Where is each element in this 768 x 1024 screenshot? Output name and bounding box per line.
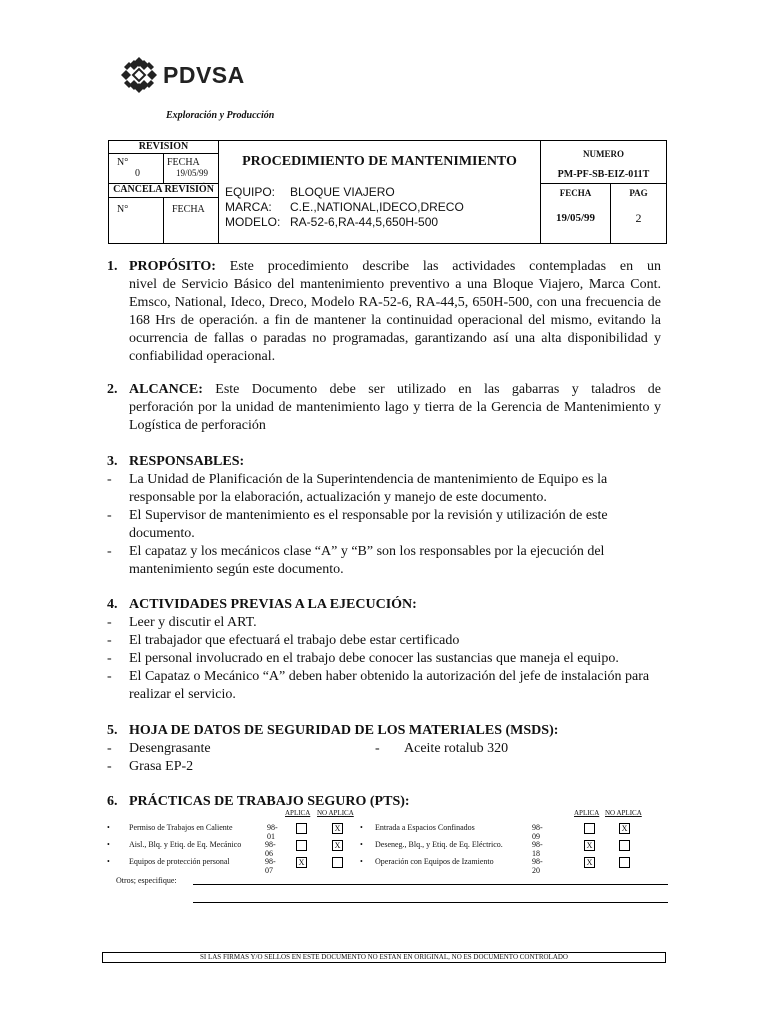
cancela-revision-label: CANCELA REVISIÓN — [109, 184, 219, 198]
pts-row-code: 98-06 — [265, 840, 276, 858]
logo-text: PDVSA — [163, 62, 245, 88]
pdvsa-logo-icon — [118, 56, 160, 94]
section-1-number: 1. — [107, 259, 118, 274]
fecha2-label: FECHA — [172, 204, 205, 215]
msds-item-text: Aceite rotalub 320 — [404, 741, 509, 756]
no-aplica-checkbox[interactable] — [619, 857, 630, 868]
numero-cell — [541, 141, 667, 184]
section-2-first-line — [129, 381, 661, 399]
section-4-bullet-text: El personal involucrado en el trabajo debe conocer las sustancias que maneja el equipo. — [129, 651, 619, 666]
pts-row-code: 98-20 — [532, 857, 543, 875]
section-4-bullet-text: Leer y discutir el ART. — [129, 615, 257, 630]
n-label: N° — [117, 157, 129, 168]
pag-label: PAG — [629, 188, 648, 198]
pts-row-code: 98-01 — [267, 823, 278, 841]
section-6-title: PRÁCTICAS DE TRABAJO SEGURO (PTS): — [129, 794, 410, 809]
pag-cell — [611, 184, 667, 244]
section-1-title: PROPÓSITO: — [129, 259, 216, 274]
procedure-title: PROCEDIMIENTO DE MANTENIMIENTO — [242, 154, 517, 169]
n-cell — [109, 154, 164, 184]
pts-row-text: Operación con Equipos de Izamiento — [375, 857, 494, 866]
marca-label: MARCA: — [225, 200, 272, 214]
fecha3-value: 19/05/99 — [555, 212, 596, 224]
equipo-label: EQUIPO: — [225, 185, 276, 199]
no-aplica-header-left: NO APLICA — [317, 809, 354, 817]
n-value: 0 — [135, 168, 140, 179]
no-aplica-header-right: NO APLICA — [605, 809, 642, 817]
section-3-bullet-text: El capataz y los mecánicos clase “A” y “B” son los responsables por la ejecución del mantenimiento según este documento. — [129, 544, 605, 577]
pts-row-text: Equipos de protección personal — [129, 857, 230, 866]
equipo-value: BLOQUE VIAJERO — [290, 185, 395, 199]
no-aplica-checkbox[interactable] — [332, 857, 343, 868]
section-5-title: HOJA DE DATOS DE SEGURIDAD DE LOS MATERIALES (MSDS): — [129, 723, 559, 738]
marca-value: C.E.,NATIONAL,IDECO,DRECO — [290, 200, 464, 214]
no-aplica-checkbox[interactable] — [619, 840, 630, 851]
aplica-checkbox[interactable] — [296, 840, 307, 851]
otros-field-line-2[interactable] — [193, 902, 668, 903]
document-info-table — [108, 140, 667, 244]
pts-row-code: 98-09 — [532, 823, 543, 841]
section-2-body: perforación por la unidad de mantenimiento lago y tierra de la Gerencia de Mantenimiento y Logística de perforación — [129, 400, 661, 433]
section-5-number: 5. — [107, 723, 118, 738]
section-1-body: nivel de Servicio Básico del mantenimiento preventivo a una Bloque Viajero, Marca Cont. Emsco, National, Ideco, Dreco, Modelo RA-52-6, RA-44,5, 650H-500, con una frecuencia de 168 Hrs de operación. a fin de mantener la continuidad operacional del mismo, evitando la ocurrencia de fallas o paradas no programadas, garantizando así una alta disponibilidad y confiabilidad operacional. — [129, 277, 661, 364]
modelo-label: MODELO: — [225, 215, 281, 229]
msds-item-text: Desengrasante — [129, 741, 211, 756]
section-3-bullet-text: La Unidad de Planificación de la Superintendencia de mantenimiento de Equipo es la responsable por la elaboración, actualización y manejo de este documento. — [129, 472, 608, 505]
section-6-number: 6. — [107, 794, 118, 809]
section-4-number: 4. — [107, 597, 118, 612]
aplica-checkbox[interactable] — [584, 823, 595, 834]
msds-item-text: Grasa EP-2 — [129, 759, 194, 774]
section-1-line1: Este procedimiento describe las actividades contempladas en un — [229, 259, 661, 274]
no-aplica-checkbox[interactable]: X — [332, 823, 343, 834]
numero-label: NUMERO — [583, 149, 624, 159]
aplica-header-right: APLICA — [574, 809, 600, 817]
fecha-value: 19/05/99 — [176, 168, 209, 178]
section-4-title: ACTIVIDADES PREVIAS A LA EJECUCIÓN: — [129, 597, 417, 612]
no-aplica-checkbox[interactable]: X — [619, 823, 630, 834]
fecha-cell — [164, 154, 219, 184]
aplica-header-left: APLICA — [285, 809, 311, 817]
section-2-number: 2. — [107, 382, 118, 397]
fecha3-label: FECHA — [559, 188, 592, 198]
revision-label: REVISION — [109, 141, 219, 154]
otros-label: Otros; especifique: — [116, 876, 177, 885]
no-aplica-checkbox[interactable]: X — [332, 840, 343, 851]
pts-row-code: 98-18 — [532, 840, 543, 858]
procedure-cell — [219, 141, 541, 244]
section-3-title: RESPONSABLES: — [129, 454, 245, 469]
section-4-bullet-text: El Capataz o Mecánico “A” deben haber obtenido la autorización del jefe de instalación para realizar el servicio. — [129, 669, 650, 702]
section-2-title: ALCANCE: — [129, 382, 203, 397]
section-3-bullet-text: El Supervisor de mantenimiento es el responsable por la revisión y utilización de este documento. — [129, 508, 608, 541]
section-2-line1: Este Documento debe ser utilizado en las gabarras y taladros de — [215, 382, 662, 397]
pts-row-code: 98-07 — [265, 857, 276, 875]
otros-field-line-1[interactable] — [193, 884, 668, 885]
subtitle: Exploración y Producción — [166, 110, 275, 121]
aplica-checkbox[interactable]: X — [296, 857, 307, 868]
pts-row-text: Permiso de Trabajos en Caliente — [129, 823, 233, 832]
pts-row-text: Aisl., Blq. y Etiq. de Eq. Mecánico — [129, 840, 242, 849]
pts-row-text: Deseneg., Blq., y Etiq. de Eq. Eléctrico. — [375, 840, 503, 849]
equipment-details — [225, 185, 464, 230]
section-3-number: 3. — [107, 454, 118, 469]
pts-row-text: Entrada a Espacios Confinados — [375, 823, 475, 832]
fecha-label: FECHA — [167, 157, 200, 168]
aplica-checkbox[interactable]: X — [584, 857, 595, 868]
section-1-first-line — [129, 258, 661, 276]
numero-value: PM-PF-SB-EIZ-011T — [557, 169, 650, 180]
fecha3-cell — [541, 184, 611, 244]
n2-cell — [109, 198, 164, 244]
n2-label: N° — [117, 204, 129, 215]
modelo-value: RA-52-6,RA-44,5,650H-500 — [290, 215, 439, 229]
pag-value: 2 — [635, 211, 642, 225]
fecha2-cell — [164, 198, 219, 244]
controlled-document-notice: SI LAS FIRMAS Y/O SELLOS EN ESTE DOCUMENTO NO ESTAN EN ORIGINAL, NO ES DOCUMENTO CONTROLADO — [102, 952, 666, 963]
section-4-bullet-text: El trabajador que efectuará el trabajo debe estar certificado — [129, 633, 460, 648]
aplica-checkbox[interactable] — [296, 823, 307, 834]
aplica-checkbox[interactable]: X — [584, 840, 595, 851]
